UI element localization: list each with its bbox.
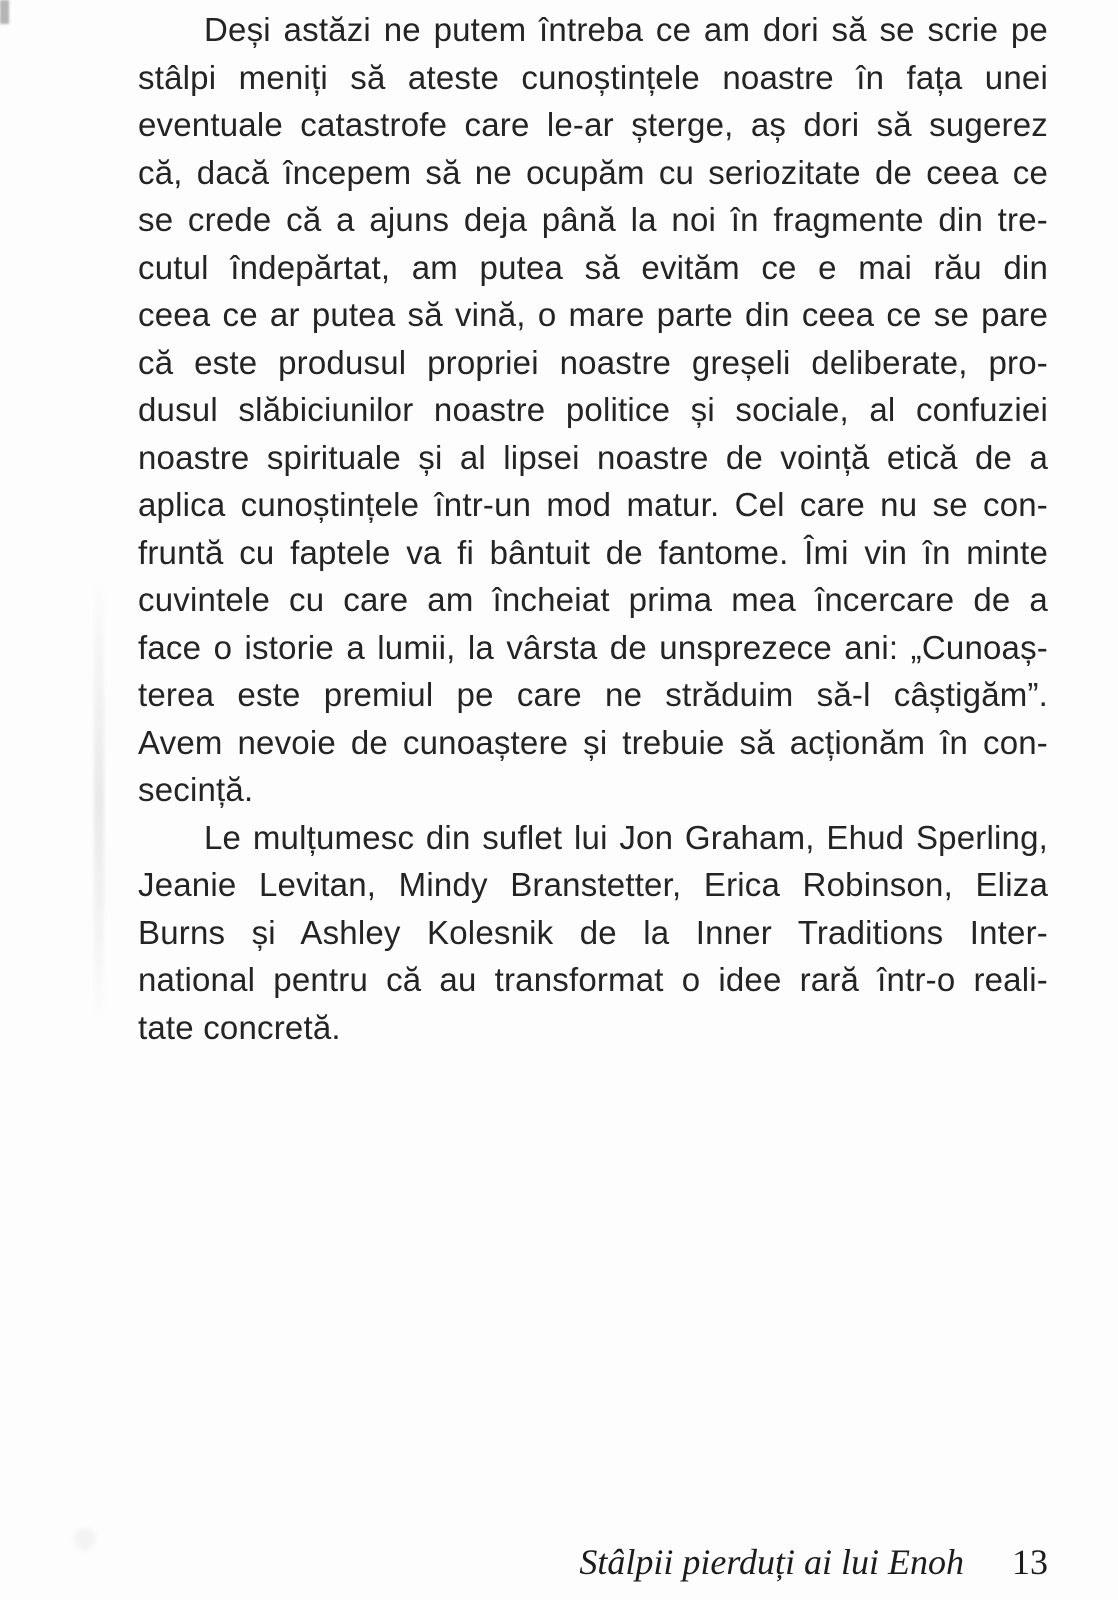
text-line: secință.: [138, 771, 254, 808]
text-line: cuvintele cu care am încheiat prima mea încercare de a: [138, 581, 1048, 618]
scan-artifact-streak: [94, 575, 104, 1025]
text-line: national pentru că au transformat o idee rară într-o reali-: [138, 961, 1048, 998]
text-line: Avem nevoie de cunoaștere și trebuie să acționăm în con-: [138, 723, 1048, 761]
text-line: noastre spirituale și al lipsei noastre de voință etică de a: [138, 438, 1048, 476]
page-footer: [579, 1540, 1048, 1584]
text-line: eventuale catastrofe care le-ar șterge, aș dori să sugerez: [138, 106, 1048, 143]
text-line: face o istorie a lumii, la vârsta de unsprezece ani: „Cunoaș-: [138, 628, 1048, 666]
text-line: că, dacă începem să ne ocupăm cu seriozitate de ceea ce: [138, 153, 1048, 191]
text-line: fruntă cu faptele va fi bântuit de fantome. Îmi vin în minte: [138, 533, 1048, 571]
text-line: cutul îndepărtat, am putea să evităm ce e mai rău din: [138, 248, 1048, 286]
text-line: stâlpi meniți să ateste cunoștințele noastre în fața unei: [138, 58, 1048, 96]
text-line: Burns și Ashley Kolesnik de la Inner Traditions Inter-: [138, 913, 1048, 951]
text-line: terea este premiul pe care ne străduim să-l câștigăm”.: [138, 676, 1048, 713]
scan-artifact-smudge: [74, 1528, 96, 1550]
text-line: Deși astăzi ne putem întreba ce am dori să se scrie pe: [204, 11, 1048, 48]
page-number: 13: [1012, 1542, 1048, 1582]
text-line: se crede că a ajuns deja până la noi în fragmente din tre-: [138, 201, 1048, 238]
text-line: că este produsul propriei noastre greșeli deliberate, pro-: [138, 343, 1048, 381]
scan-artifact-corner: [0, 0, 9, 24]
running-footer-book-title: Stâlpii pierduți ai lui Enoh: [579, 1542, 964, 1582]
text-line: tate concretă.: [138, 1008, 341, 1046]
text-line: dusul slăbiciunilor noastre politice și sociale, al confuziei: [138, 391, 1048, 428]
text-line: Le mulțumesc din suflet lui Jon Graham, Ehud Sperling,: [204, 818, 1048, 856]
text-line: ceea ce ar putea să vină, o mare parte din ceea ce se pare: [138, 296, 1048, 333]
text-block: [138, 6, 1048, 1051]
text-line: Jeanie Levitan, Mindy Branstetter, Erica Robinson, Eliza: [138, 866, 1048, 903]
text-line: aplica cunoștințele într-un mod matur. Cel care nu se con-: [138, 486, 1048, 523]
